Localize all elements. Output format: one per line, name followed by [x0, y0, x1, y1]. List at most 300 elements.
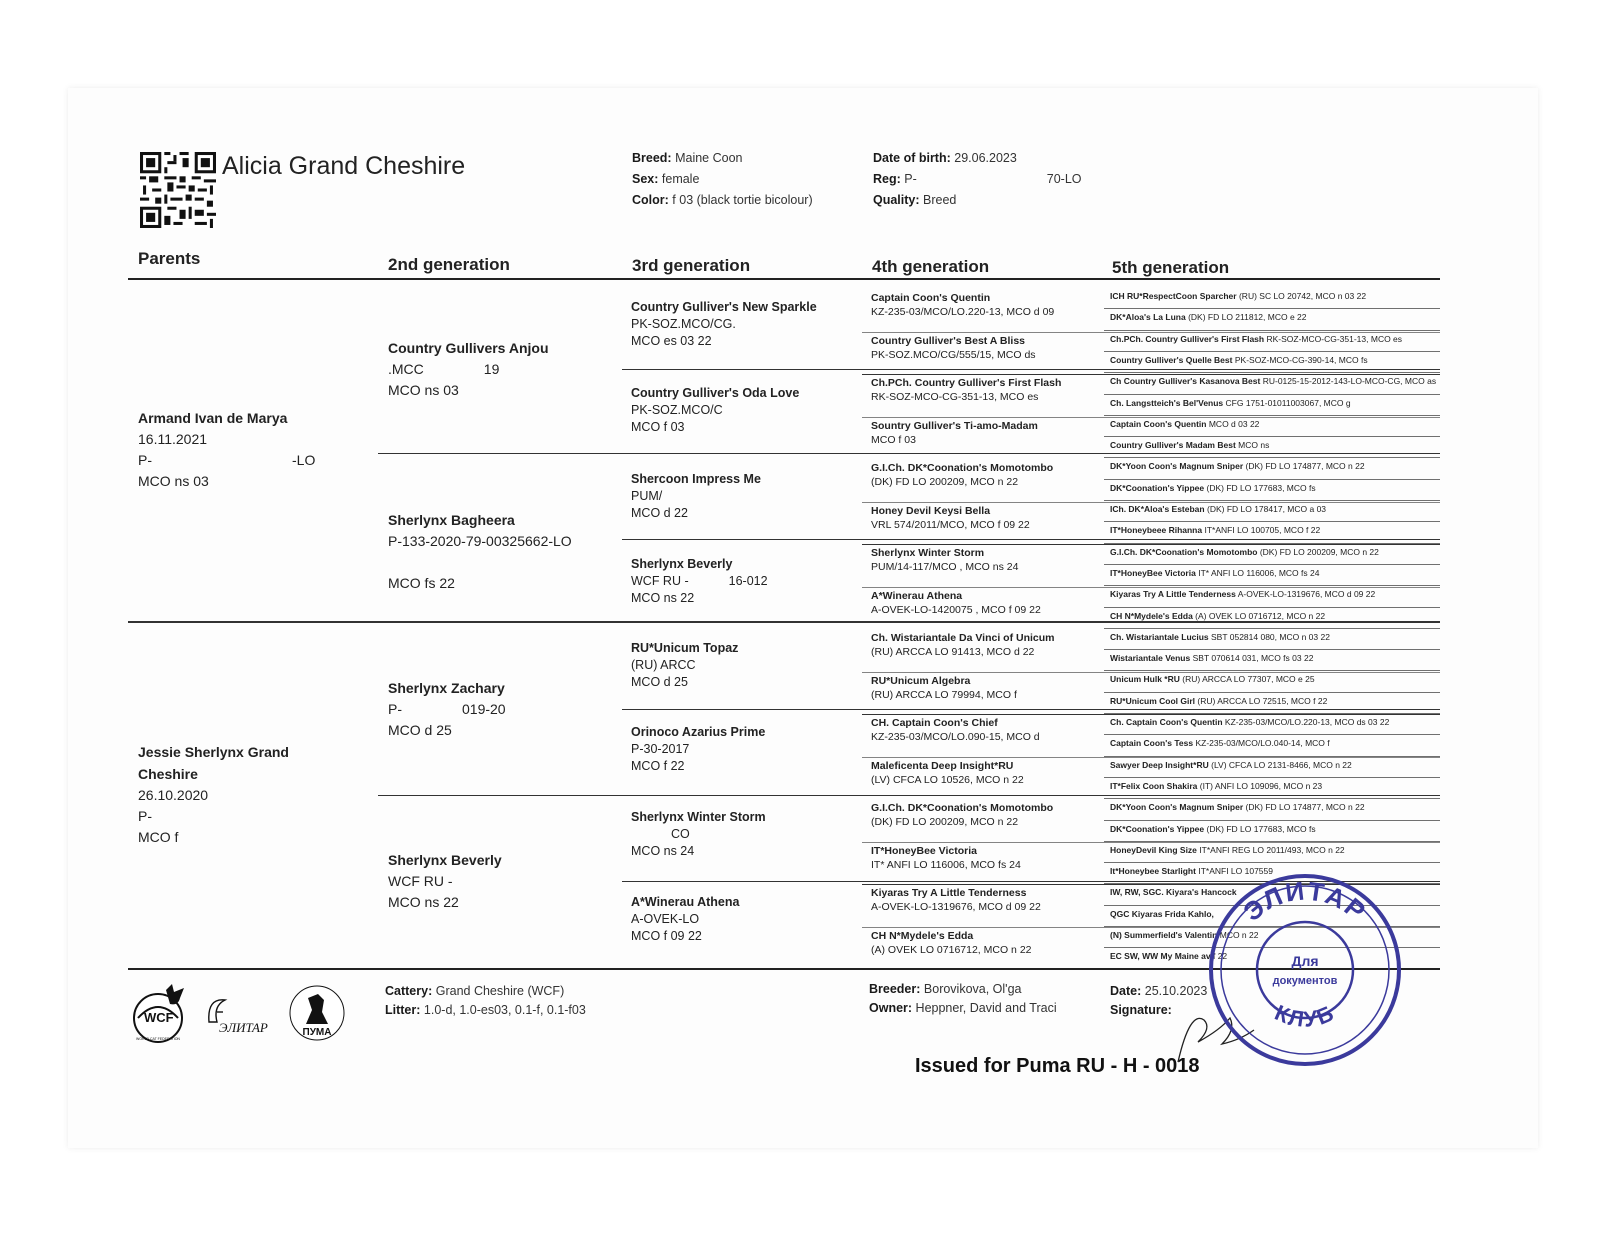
gen5-divider	[1104, 607, 1440, 608]
header-gen4: 4th generation	[872, 257, 990, 276]
gen5-reg: (DK) FD LO 174877, MCO n 22	[1245, 802, 1365, 813]
gen5-name: Country Gulliver's Madam Best	[1110, 440, 1236, 451]
gen3-reg	[631, 741, 861, 758]
gen5-cat	[1110, 824, 1438, 835]
gen5-cat	[1110, 738, 1438, 749]
gen4-name: A*Winerau Athena	[871, 589, 963, 602]
gen5-reg: IT*ANFI LO 107559	[1198, 866, 1273, 877]
gen5-divider	[1104, 500, 1440, 501]
gen5-cat	[1110, 312, 1438, 323]
gen4-name: Honey Devil Keysi Bella	[871, 504, 991, 517]
gen5-name: RU*Unicum Cool Girl	[1110, 695, 1196, 706]
gen5-divider	[1104, 330, 1440, 331]
gen3-name: Sherlynx Winter Storm	[631, 810, 766, 824]
gen3-divider	[622, 709, 1440, 710]
gen4-cat	[871, 631, 1107, 659]
gen5-reg: A-OVEK-LO-1319676, MCO d 09 22	[1237, 589, 1376, 600]
gen2-ems: MCO fs 22	[388, 575, 455, 591]
gen3-ems: MCO ns 22	[631, 591, 695, 605]
gen3-name: Orinoco Azarius Prime	[631, 725, 766, 739]
gen4-name: Maleficenta Deep Insight*RU	[871, 759, 1014, 772]
gen5-name: QGC Kiyaras Frida Kahlo,	[1110, 908, 1214, 919]
gen5-cat	[1110, 845, 1438, 856]
header-parents: Parents	[138, 249, 201, 268]
gen4-name: Ch. Wistariantale Da Vinci of Unicum	[871, 632, 1055, 644]
gen3-reg-redacted	[723, 404, 763, 414]
gen4-name: Country Gulliver's Best A Bliss	[871, 334, 1026, 347]
gen5-cat	[1110, 525, 1438, 536]
gen3-cat	[631, 894, 861, 945]
gen3-reg-redacted	[736, 318, 776, 328]
gen3-reg	[631, 911, 861, 928]
svg-text:WORLD CAT FEDERATION: WORLD CAT FEDERATION	[136, 1037, 180, 1041]
gen4-name: Sountry Gulliver's Ti-amo-Madam	[871, 419, 1038, 432]
gen5-reg: (DK) FD LO 174877, MCO n 22	[1245, 461, 1365, 472]
gen5-divider	[1104, 820, 1440, 821]
gen4-reg: (RU) ARCCA LO 79994, MCO f	[871, 688, 1017, 701]
gen3-ems: MCO f 09 22	[631, 929, 702, 943]
gen3-reg	[631, 573, 861, 590]
gen5-name: EC SW, WW My Maine av	[1110, 951, 1211, 962]
gen4-divider	[862, 544, 1440, 545]
gen5-divider	[1104, 479, 1440, 480]
gen5-name: DK*Coonation's Yippee	[1110, 823, 1205, 834]
gen5-cat	[1110, 674, 1438, 685]
gen3-reg-redacted	[662, 490, 702, 500]
gen5-name: Captain Coon's Tess	[1110, 738, 1194, 749]
gen4-cat	[871, 419, 1107, 447]
gen2-name: Sherlynx Zachary	[388, 680, 505, 696]
gen3-cat	[631, 471, 861, 522]
gen5-reg: RU-0125-15-2012-143-LO-MCO-CG, MCO as	[1262, 376, 1437, 387]
gen5-reg: RK-SOZ-MCO-CG-351-13, MCO es	[1266, 333, 1403, 344]
gen3-ems: MCO f 03	[631, 420, 685, 434]
gen3-cat	[631, 299, 861, 350]
gen3-reg-redacted	[689, 575, 729, 585]
gen5-divider	[1104, 543, 1440, 544]
gen4-cat	[871, 589, 1107, 617]
color-row: Color: f 03 (black tortie bicolour)	[632, 193, 813, 207]
gen5-cat	[1110, 504, 1438, 515]
gen4-name: RU*Unicum Algebra	[871, 674, 971, 687]
gen4-divider	[862, 502, 1440, 503]
gen4-name: CH. Captain Coon's Chief	[871, 717, 998, 729]
header-gen5: 5th generation	[1112, 258, 1230, 277]
gen5-divider	[1104, 308, 1440, 309]
gen5-name: DK*Yoon Coon's Magnum Sniper	[1110, 802, 1244, 813]
owner-row: Owner: Heppner, David and Traci	[869, 1001, 1057, 1015]
gen4-reg: KZ-235-03/MCO/LO.220-13, MCO d 09	[871, 306, 1055, 318]
gen3-reg-end: CO	[671, 827, 690, 841]
gen5-divider	[1104, 415, 1440, 416]
cat-name: Alicia Grand Cheshire	[222, 152, 466, 180]
gen5-name: Sawyer Deep Insight*RU	[1110, 759, 1209, 770]
gen4-cat	[871, 929, 1107, 957]
svg-text:КЛУБ: КЛУБ	[1271, 999, 1339, 1032]
gen5-cat	[1110, 653, 1438, 664]
gen2-reg	[388, 359, 618, 380]
gen2-reg-redacted	[402, 703, 462, 714]
gen2-name: Sherlynx Bagheera	[388, 512, 515, 528]
gen3-name: Shercoon Impress Me	[631, 472, 761, 486]
gen5-reg: (RU) ARCCA LO 77307, MCO e 25	[1182, 674, 1315, 685]
reg-row: Reg: P- 70-LO	[873, 172, 1082, 186]
sire-reg: P- -LO	[138, 452, 316, 468]
gen4-reg: A-OVEK-LO-1319676, MCO d 09 22	[871, 901, 1041, 913]
gen5-divider	[1104, 777, 1440, 778]
gen4-reg: MCO f 03	[871, 433, 916, 446]
gen2-reg-redacted	[388, 556, 448, 567]
gen5-name: Ch. Wistariantale Lucius	[1110, 631, 1209, 642]
gen3-reg-start: P-30-2017	[631, 742, 690, 756]
gen4-reg: PK-SOZ.MCO/CG/555/15, MCO ds	[871, 348, 1036, 361]
cat-info-left	[632, 148, 813, 211]
gen3-name: Country Gulliver's New Sparkle	[631, 300, 817, 314]
gen3-name: RU*Unicum Topaz	[631, 641, 739, 655]
gen5-name: Country Gulliver's Quelle Best	[1110, 354, 1233, 365]
qr-code-icon	[140, 152, 216, 228]
gen5-divider	[1104, 394, 1440, 395]
gen5-name: Wistariantale Venus	[1110, 653, 1191, 664]
gen5-reg: MCO ns	[1238, 440, 1270, 451]
sire-ems: MCO ns 03	[138, 473, 209, 489]
gen3-cat	[631, 724, 861, 775]
gen4-cat	[871, 291, 1107, 319]
gen2-divider-2	[378, 795, 1440, 796]
gen5-name: DK*Aloa's La Luna	[1110, 312, 1186, 323]
gen5-name: Unicum Hulk *RU	[1110, 674, 1180, 685]
gen4-reg: IT* ANFI LO 116006, MCO fs 24	[871, 858, 1021, 871]
gen2-reg-redacted	[453, 875, 513, 886]
gen3-reg-start: WCF RU -	[631, 574, 689, 588]
gen3-reg-start: PK-SOZ.MCO/C	[631, 403, 723, 417]
gen2-reg-end: 19	[483, 361, 500, 377]
gen5-name: Ch Country Gulliver's Kasanova Best	[1110, 376, 1261, 387]
gen5-reg: IT* ANFI LO 116006, MCO fs 24	[1198, 567, 1320, 578]
gen3-reg-redacted	[689, 743, 729, 753]
gen5-divider	[1104, 351, 1440, 352]
gen5-reg: IT*ANFI REG LO 2011/493, MCO n 22	[1199, 844, 1345, 855]
gen5-divider	[1104, 521, 1440, 522]
gen5-reg: SBT 070614 031, MCO fs 03 22	[1192, 653, 1314, 664]
gen2-reg-end: 019-20	[462, 701, 506, 717]
svg-text:ПУМА: ПУМА	[302, 1027, 332, 1038]
gen2-name: Country Gullivers Anjou	[388, 340, 549, 356]
gen3-cat	[631, 640, 861, 691]
gen5-divider	[1104, 628, 1440, 629]
dam-name: Jessie Sherlynx Grand Cheshire	[138, 744, 289, 782]
gen5-cat	[1110, 461, 1438, 472]
gen4-divider	[862, 587, 1440, 588]
gen5-reg: KZ-235-03/MCO/LO.040-14, MCO f	[1195, 738, 1330, 749]
gen5-reg: (LV) CFCA LO 2131-8466, MCO n 22	[1211, 759, 1352, 770]
gen4-divider	[862, 417, 1440, 418]
dam-reg: P-	[138, 808, 152, 824]
gen3-reg	[631, 402, 861, 419]
gen4-reg: (DK) FD LO 200209, MCO n 22	[871, 476, 1019, 488]
gen5-cat	[1110, 696, 1438, 707]
gen5-reg: (A) OVEK LO 0716712, MCO n 22	[1195, 610, 1326, 621]
gen3-name: A*Winerau Athena	[631, 895, 740, 909]
gen5-reg: (DK) FD LO 177683, MCO fs	[1206, 823, 1316, 834]
gen4-name: CH N*Mydele's Edda	[871, 929, 974, 942]
gen3-ems: MCO es 03 22	[631, 334, 712, 348]
gen5-cat	[1110, 334, 1438, 345]
gen2-cat	[388, 850, 618, 913]
gen5-cat	[1110, 547, 1438, 558]
gen4-reg: (A) OVEK LO 0716712, MCO n 22	[871, 943, 1032, 956]
gen5-name: IT*Honeybeee Rihanna	[1110, 525, 1203, 536]
gen4-cat	[871, 759, 1107, 787]
gen4-reg: (LV) CFCA LO 10526, MCO n 22	[871, 773, 1024, 786]
gen5-cat	[1110, 802, 1438, 813]
gen4-cat	[871, 546, 1107, 574]
gen2-reg-redacted	[424, 363, 484, 374]
gen5-divider	[1104, 692, 1440, 693]
quality-row: Quality: Breed	[873, 193, 957, 207]
gen5-divider	[1104, 457, 1440, 458]
footer-breeder	[869, 980, 1057, 1018]
gen4-reg: A-OVEK-LO-1420075 , MCO f 09 22	[871, 603, 1041, 616]
gen3-name: Country Gulliver's Oda Love	[631, 386, 800, 400]
gen5-name: (N) Summerfield's Valentin	[1110, 930, 1218, 940]
litter-row: Litter: 1.0-d, 1.0-es03, 0.1-f, 0.1-f03	[385, 1003, 586, 1017]
cat-info-right	[873, 148, 1082, 211]
gen5-divider	[1104, 841, 1440, 842]
header-gen3: 3rd generation	[632, 256, 751, 275]
gen2-reg	[388, 871, 618, 892]
gen5-cat	[1110, 568, 1438, 579]
breeder-row: Breeder: Borovikova, Ol'ga	[869, 982, 1022, 996]
gen2-cat	[388, 678, 618, 741]
gen4-name: Sherlynx Winter Storm	[871, 547, 985, 559]
gen5-reg: (DK) FD LO 211812, MCO e 22	[1188, 312, 1307, 323]
gen5-reg: (RU) SC LO 20742, MCO n 03 22	[1238, 291, 1367, 301]
gen4-reg: (DK) FD LO 200209, MCO n 22	[871, 816, 1019, 828]
gen5-reg: CFG 1751-01011003067, MCO g	[1225, 397, 1351, 408]
gen5-name: It*Honeybee Starlight	[1110, 866, 1196, 877]
gen2-cat	[388, 338, 618, 401]
dam-ems: MCO f	[138, 829, 179, 845]
gen5-cat	[1110, 483, 1438, 494]
gen5-cat	[1110, 632, 1438, 643]
gen5-name: Ch.PCh. Country Gulliver's First Flash	[1110, 333, 1265, 344]
svg-text:WCF: WCF	[144, 1010, 174, 1025]
gen4-cat	[871, 844, 1107, 872]
cattery-row: Cattery: Grand Cheshire (WCF)	[385, 984, 565, 998]
gen5-divider	[1104, 372, 1440, 373]
wcf-logo	[130, 984, 190, 1046]
gen5-divider	[1104, 436, 1440, 437]
gen5-cat	[1110, 611, 1438, 622]
date-row: Date: 25.10.2023	[1110, 984, 1208, 998]
gen3-reg-start: (RU) ARCC	[631, 658, 696, 672]
gen5-reg: (IT) ANFI LO 109096, MCO n 23	[1199, 780, 1323, 791]
gen4-cat	[871, 334, 1107, 362]
gen4-reg: (RU) ARCCA LO 91413, MCO d 22	[871, 646, 1035, 658]
gen4-cat	[871, 461, 1107, 489]
gen3-name: Sherlynx Beverly	[631, 557, 733, 571]
gen5-name: ICh. DK*Aloa's Esteban	[1110, 504, 1205, 514]
gen2-ems: MCO d 25	[388, 722, 452, 738]
gen5-name: DK*Yoon Coon's Magnum Sniper	[1110, 461, 1244, 472]
gen4-name: Captain Coon's Quentin	[871, 292, 991, 304]
gen3-reg-start: PK-SOZ.MCO/CG.	[631, 317, 736, 331]
gen2-ems: MCO ns 03	[388, 382, 459, 398]
gen3-cat	[631, 809, 861, 860]
gen5-divider	[1104, 862, 1440, 863]
gen5-name: CH N*Mydele's Edda	[1110, 610, 1193, 621]
breed-row: Breed: Maine Coon	[632, 151, 743, 165]
gen5-reg: KZ-235-03/MCO/LO.220-13, MCO ds 03 22	[1224, 717, 1390, 727]
gen4-cat	[871, 376, 1107, 404]
gen3-reg-start: A-OVEK-LO	[631, 912, 700, 926]
gen5-divider	[1104, 713, 1440, 714]
gen5-reg: f 22	[1212, 951, 1228, 962]
gen3-ems: MCO d 25	[631, 675, 688, 689]
issued-for: Issued for Puma RU - H - 0018	[915, 1055, 1200, 1077]
gen3-ems: MCO ns 24	[631, 844, 695, 858]
gen3-reg-redacted	[699, 913, 739, 923]
gen5-name: Ch. Langstteich's Bel'Venus	[1110, 397, 1224, 408]
gen3-ems: MCO f 22	[631, 759, 685, 773]
gen5-cat	[1110, 398, 1438, 409]
gen4-reg: VRL 574/2011/MCO, MCO f 09 22	[871, 518, 1030, 531]
gen4-name: G.I.Ch. DK*Coonation's Momotombo	[871, 802, 1054, 814]
gen2-ems: MCO ns 22	[388, 894, 459, 910]
gen2-reg	[388, 699, 618, 720]
gen5-divider	[1104, 798, 1440, 799]
svg-text:ЭЛИТАР: ЭЛИТАР	[1237, 875, 1373, 928]
gen5-name: ICH RU*RespectCoon Sparcher	[1110, 291, 1237, 301]
gen2-name: Sherlynx Beverly	[388, 852, 502, 868]
gen5-cat	[1110, 781, 1438, 792]
gen5-divider	[1104, 649, 1440, 650]
gen4-cat	[871, 716, 1107, 744]
gen3-reg-redacted	[696, 659, 736, 669]
gen3-reg	[631, 316, 861, 333]
parent-dam	[138, 741, 338, 848]
dam-dob: 26.10.2020	[138, 787, 209, 803]
gen4-cat	[871, 801, 1107, 829]
gen5-divider	[1104, 756, 1440, 757]
elitar-logo	[203, 992, 269, 1036]
gen5-cat	[1110, 717, 1438, 728]
gen2-reg-start: .MCC	[388, 361, 424, 377]
gen5-cat	[1110, 376, 1438, 387]
gen3-reg-start: PUM/	[631, 489, 663, 503]
svg-text:ЭЛИТАР: ЭЛИТАР	[219, 1020, 268, 1035]
gen4-divider	[862, 374, 1440, 375]
gen4-name: G.I.Ch. DK*Coonation's Momotombo	[871, 462, 1054, 474]
gen4-divider	[862, 332, 1440, 333]
svg-text:Для: Для	[1291, 953, 1319, 969]
gen4-divider	[862, 757, 1440, 758]
svg-text:документов: документов	[1272, 975, 1338, 987]
sire-name: Armand Ivan de Marya	[138, 410, 288, 426]
puma-logo	[288, 984, 346, 1042]
gen2-reg-start: P-133-2020-79-00325662-LO	[388, 533, 572, 549]
gen5-cat	[1110, 589, 1438, 600]
gen3-reg	[631, 657, 861, 674]
gen5-reg: MCO d 03 22	[1208, 418, 1260, 429]
gen5-divider	[1104, 734, 1440, 735]
gen5-reg: PK-SOZ-MCO-CG-390-14, MCO fs	[1234, 354, 1368, 365]
gen5-name: Ch. Captain Coon's Quentin	[1110, 717, 1223, 727]
gen3-cat	[631, 385, 861, 436]
gen2-cat	[388, 510, 618, 594]
gen2-divider-1	[378, 453, 1440, 454]
gen5-cat	[1110, 291, 1438, 302]
gen5-reg: SBT 052814 080, MCO n 03 22	[1211, 631, 1330, 642]
signature-row: Signature:	[1110, 1003, 1172, 1017]
sire-dob: 16.11.2021	[138, 431, 208, 447]
gen4-divider	[862, 672, 1440, 673]
gen5-reg: (DK) FD LO 200209, MCO n 22	[1259, 546, 1379, 557]
gen3-reg-redacted	[631, 828, 671, 838]
gen2-reg-start: P-	[388, 701, 402, 717]
gen3-divider	[622, 539, 1440, 540]
gen2-reg-start: WCF RU -	[388, 873, 453, 889]
gen3-ems: MCO d 22	[631, 506, 688, 520]
gen3-divider	[622, 369, 1440, 370]
gen4-reg: KZ-235-03/MCO/LO.090-15, MCO d	[871, 731, 1040, 743]
parent-sire	[138, 408, 368, 492]
gen4-name: Ch.PCh. Country Gulliver's First Flash	[871, 377, 1062, 389]
gen5-name: HoneyDevil King Size	[1110, 844, 1197, 855]
gen5-cat	[1110, 760, 1438, 771]
gen4-reg: RK-SOZ-MCO-CG-351-13, MCO es	[871, 391, 1039, 403]
gen2-reg	[388, 531, 618, 573]
gen5-cat	[1110, 440, 1438, 451]
gen4-name: Kiyaras Try A Little Tenderness	[871, 887, 1027, 899]
gen4-reg: PUM/14-117/MCO , MCO ns 24	[871, 561, 1019, 573]
gen4-name: IT*HoneyBee Victoria	[871, 844, 978, 857]
gen4-divider	[862, 714, 1440, 715]
gen5-name: IW, RW, SGC. Kiyara's Hancock	[1110, 887, 1237, 898]
gen5-cat	[1110, 355, 1438, 366]
gen5-reg: (DK) FD LO 178417, MCO a 03	[1206, 504, 1327, 514]
header-gen2: 2nd generation	[388, 255, 510, 274]
gen5-reg: MCO n 22	[1219, 930, 1259, 940]
gen5-reg: (DK) FD LO 177683, MCO fs	[1206, 482, 1316, 493]
gen4-cat	[871, 504, 1107, 532]
gen4-cat	[871, 886, 1107, 914]
header-rule	[128, 278, 1440, 280]
gen5-name: DK*Coonation's Yippee	[1110, 482, 1205, 493]
gen5-name: IT*HoneyBee Victoria	[1110, 567, 1196, 578]
club-stamp	[1205, 870, 1405, 1070]
gen3-cat	[631, 556, 861, 607]
gen5-reg: IT*ANFI LO 100705, MCO f 22	[1204, 525, 1321, 536]
gen5-divider	[1104, 670, 1440, 671]
gen5-name: Captain Coon's Quentin	[1110, 418, 1207, 429]
gen5-divider	[1104, 564, 1440, 565]
gen3-reg-end: 16-012	[728, 574, 768, 588]
gen5-name: IT*Felix Coon Shakira	[1110, 780, 1198, 791]
gen5-name: Kiyaras Try A Little Tenderness	[1110, 589, 1236, 600]
gen5-cat	[1110, 419, 1438, 430]
dob-row: Date of birth: 29.06.2023	[873, 151, 1017, 165]
gen3-reg	[631, 488, 861, 505]
footer-cattery	[385, 982, 586, 1020]
gen4-cat	[871, 674, 1107, 702]
gen5-name: G.I.Ch. DK*Coonation's Momotombo	[1110, 546, 1258, 557]
gen5-reg: (RU) ARCCA LO 72515, MCO f 22	[1197, 695, 1328, 706]
gen3-reg	[631, 826, 861, 843]
sex-row: Sex: female	[632, 172, 700, 186]
gen5-divider	[1104, 585, 1440, 586]
